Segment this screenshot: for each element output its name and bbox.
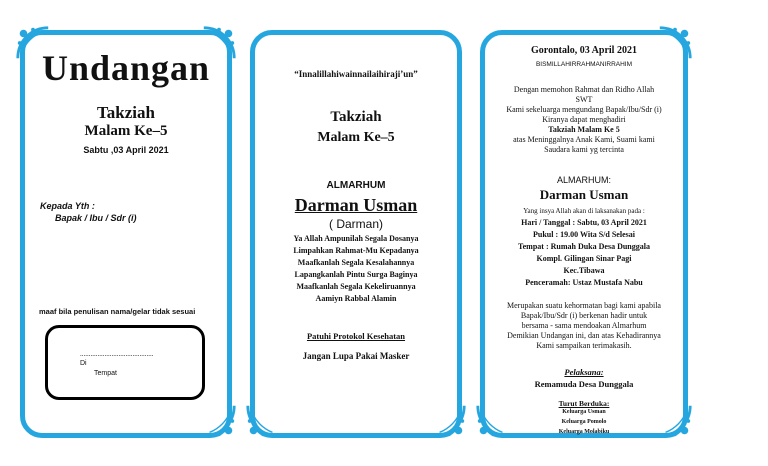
schedule-line: Kec.Tibawa — [563, 266, 605, 275]
family-name: Keluarga Pomolo — [561, 419, 607, 425]
details-card — [480, 30, 688, 438]
almarhum-label: ALMARHUM: — [556, 175, 611, 185]
schedule-line: Tempat : Rumah Duka Desa Dunggala — [518, 242, 650, 251]
intro-line: Takziah Malam Ke 5 — [548, 125, 620, 134]
intro-line: Dengan memohon Rahmat dan Ridho Allah — [513, 85, 655, 94]
intro-line: Kami sekeluarga mengundang Bapak/Ibu/Sdr (i) — [506, 105, 662, 114]
intro-line: Saudara kami yg tercinta — [544, 145, 624, 154]
closing-line: Demikian Undangan ini, dan atas Kehadirannya — [507, 331, 661, 340]
invitation-cover-card — [20, 30, 232, 438]
closing-line: Bapak/Ibu/Sdr (i) berkenan hadir untuk — [520, 311, 648, 320]
condolence-label: Turut Berduka: — [558, 399, 610, 408]
recipient-label: Bapak / Ibu / Sdr (i) — [55, 213, 137, 223]
health-protocol: Patuhi Protokol Kesehatan — [306, 331, 406, 341]
closing-line: bersama - sama mendoakan Almarhum — [521, 321, 647, 330]
organizer-name: Remamuda Desa Dunggala — [534, 379, 634, 389]
closing-line: Kami sampaikan terimakasih. — [536, 341, 632, 350]
cover-event: Takziah — [97, 103, 155, 122]
floral-corner-ornament-icon — [14, 24, 52, 62]
floral-corner-ornament-icon — [474, 402, 512, 440]
floral-corner-ornament-icon — [430, 402, 468, 440]
mask-reminder: Jangan Lupa Pakai Masker — [302, 351, 410, 361]
intro-line: SWT — [575, 95, 593, 104]
organizer-label: Pelaksana: — [564, 367, 604, 377]
prayer-line: Ya Allah Ampunilah Segala Dosanya — [293, 234, 419, 243]
prayer-line: Maafkanlah Segala Kekeliruannya — [296, 282, 416, 291]
kepada-label: Kepada Yth : — [40, 201, 95, 211]
innalillahi-quote: “Innalillahiwainnailaihiraji’un” — [294, 69, 418, 79]
prayer-line: Lapangkanlah Pintu Surga Baginya — [294, 270, 418, 279]
schedule-line: Kompl. Gilingan Sinar Pagi — [536, 254, 632, 263]
prayer-line: Aamiyn Rabbal Alamin — [315, 294, 397, 303]
address-di: Di — [80, 360, 87, 367]
cover-night: Malam Ke–5 — [84, 123, 168, 139]
address-box — [45, 325, 205, 400]
prayer-card — [250, 30, 462, 438]
floral-corner-ornament-icon — [200, 402, 238, 440]
bismillah: BISMILLAHIRRAHMANIRRAHIM — [535, 61, 633, 68]
address-line: .......................................... — [80, 350, 154, 358]
schedule-line: Pukul : 19.00 Wita S/d Selesai — [533, 230, 635, 239]
deceased-name: Darman Usman — [539, 187, 629, 202]
almarhum-label: ALMARHUM — [326, 180, 386, 191]
address-tempat: Tempat — [94, 370, 117, 377]
schedule-line: Penceramah: Ustaz Mustafa Nabu — [525, 278, 643, 287]
schedule-line: Hari / Tanggal : Sabtu, 03 April 2021 — [521, 218, 647, 227]
cover-title: Undangan — [41, 48, 211, 88]
cover-date: Sabtu ,03 April 2021 — [83, 145, 169, 155]
floral-corner-ornament-icon — [656, 402, 694, 440]
prayer-event: Takziah — [330, 109, 382, 125]
floral-corner-ornament-icon — [244, 402, 282, 440]
family-name: Keluarga Molabiku — [558, 429, 610, 435]
name-disclaimer: maaf bila penulisan nama/gelar tidak sesuai — [39, 307, 196, 316]
intro-line: Kiranya dapat menghadiri — [542, 115, 626, 124]
deceased-name: Darman Usman — [294, 195, 418, 215]
intro-line: atas Meninggalnya Anak Kami, Suami kami — [513, 135, 655, 144]
schedule-intro: Yang insya Allah akan di laksanakan pada : — [523, 207, 645, 215]
closing-line: Merupakan suatu kehormatan bagi kami apabila — [507, 301, 661, 310]
prayer-line: Maafkanlah Segala Kesalahannya — [297, 258, 415, 267]
deceased-nickname: ( Darman) — [328, 217, 383, 231]
floral-corner-ornament-icon — [656, 24, 694, 62]
floral-corner-ornament-icon — [200, 24, 238, 62]
prayer-night: Malam Ke–5 — [317, 130, 395, 145]
prayer-line: Limpahkan Rahmat-Mu Kepadanya — [293, 246, 419, 255]
family-name: Keluarga Usman — [562, 409, 606, 415]
place-date: Gorontalo, 03 April 2021 — [531, 45, 637, 56]
